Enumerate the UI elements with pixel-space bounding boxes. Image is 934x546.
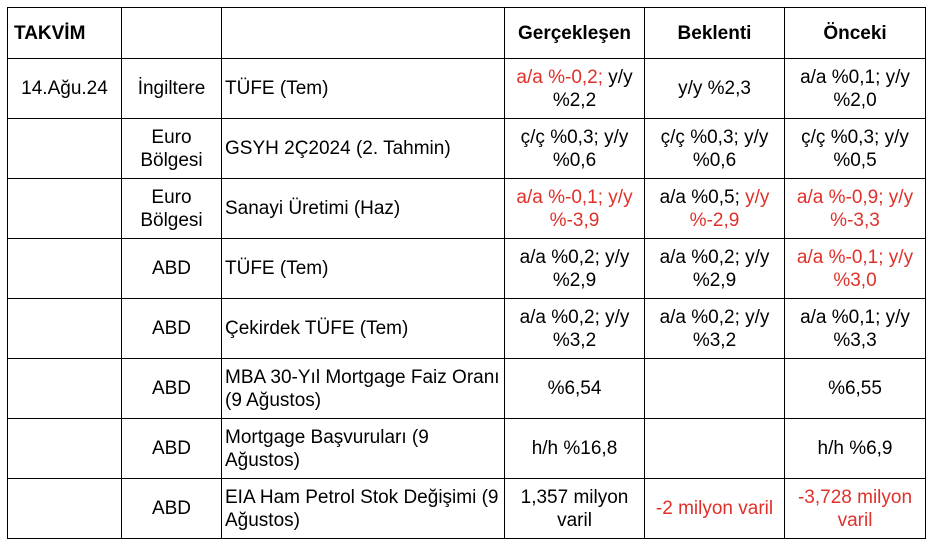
table-row: [8, 239, 926, 299]
actual-cell: [505, 359, 645, 419]
indicator-cell: TÜFE (Tem): [222, 59, 505, 119]
indicator-cell: EIA Ham Petrol Stok Değişimi (9 Ağustos): [222, 479, 505, 539]
date-cell: [8, 299, 122, 359]
actual-cell: [505, 239, 645, 299]
expected-cell-value: a/a %0,5;: [659, 186, 746, 208]
expected-cell-value: a/a %0,2; y/y %2,9: [659, 246, 770, 291]
date-cell: [8, 419, 122, 479]
country-cell: ABD: [122, 299, 222, 359]
table-row: [8, 479, 926, 539]
indicator-cell: Çekirdek TÜFE (Tem): [222, 299, 505, 359]
expected-cell: [645, 119, 785, 179]
expected-cell-value: y/y %-2,9: [689, 186, 770, 231]
previous-cell: [785, 239, 926, 299]
expected-cell: [645, 479, 785, 539]
previous-cell-value: a/a %0,1; y/y %3,3: [800, 306, 910, 351]
actual-cell-value: a/a %-0,2;: [516, 66, 604, 88]
indicator-cell: GSYH 2Ç2024 (2. Tahmin): [222, 119, 505, 179]
header-expected: Beklenti: [645, 8, 785, 59]
actual-cell: [505, 299, 645, 359]
previous-cell-value: h/h %6,9: [817, 438, 893, 459]
expected-cell-value: a/a %0,2; y/y %3,2: [659, 306, 770, 351]
country-cell: Euro Bölgesi: [122, 179, 222, 239]
actual-cell: [505, 59, 645, 119]
expected-cell-value: -2 milyon varil: [655, 498, 774, 519]
previous-cell-value: a/a %-0,9; y/y %-3,3: [796, 186, 914, 231]
actual-cell-value: %6,54: [547, 378, 602, 399]
country-cell: ABD: [122, 359, 222, 419]
previous-cell: [785, 479, 926, 539]
table-row: [8, 299, 926, 359]
country-cell: ABD: [122, 419, 222, 479]
actual-cell: [505, 419, 645, 479]
expected-cell-value: y/y %2,3: [678, 78, 751, 99]
date-cell: [8, 479, 122, 539]
header-actual: Gerçekleşen: [505, 8, 645, 59]
previous-cell: [785, 359, 926, 419]
actual-cell-value: h/h %16,8: [531, 438, 618, 459]
economic-calendar-table: [7, 7, 926, 539]
expected-cell: [645, 179, 785, 239]
header-indicator: [222, 8, 505, 59]
country-cell: İngiltere: [122, 59, 222, 119]
expected-cell: [645, 239, 785, 299]
header-previous: Önceki: [785, 8, 926, 59]
expected-cell: [645, 299, 785, 359]
previous-cell-value: a/a %-0,1; y/y %3,0: [796, 246, 914, 291]
table-row: [8, 179, 926, 239]
indicator-cell: Sanayi Üretimi (Haz): [222, 179, 505, 239]
table-row: [8, 419, 926, 479]
actual-cell-value: ç/ç %0,3; y/y %0,6: [520, 126, 629, 171]
previous-cell: [785, 299, 926, 359]
country-cell: ABD: [122, 479, 222, 539]
previous-cell-value: %6,55: [828, 378, 882, 399]
table-row: [8, 59, 926, 119]
table-row: [8, 359, 926, 419]
date-cell: [8, 359, 122, 419]
indicator-cell: MBA 30-Yıl Mortgage Faiz Oranı (9 Ağustos): [222, 359, 505, 419]
indicator-cell: TÜFE (Tem): [222, 239, 505, 299]
previous-cell-value: ç/ç %0,3; y/y %0,5: [801, 126, 909, 171]
expected-cell-value: ç/ç %0,3; y/y %0,6: [660, 126, 769, 171]
expected-cell: [645, 59, 785, 119]
date-cell: [8, 239, 122, 299]
date-cell: [8, 179, 122, 239]
actual-cell-value: a/a %0,2; y/y %3,2: [519, 306, 630, 351]
date-cell: 14.Ağu.24: [8, 59, 122, 119]
actual-cell-value: a/a %-0,1; y/y %-3,9: [516, 186, 633, 231]
header-row: [8, 8, 926, 59]
previous-cell: [785, 59, 926, 119]
actual-cell: [505, 179, 645, 239]
actual-cell-value: y/y %2,2: [552, 66, 633, 111]
date-cell: [8, 119, 122, 179]
previous-cell-value: a/a %0,1; y/y %2,0: [800, 66, 910, 111]
indicator-cell: Mortgage Başvuruları (9 Ağustos): [222, 419, 505, 479]
country-cell: ABD: [122, 239, 222, 299]
previous-cell-value: -3,728 milyon varil: [797, 486, 913, 531]
previous-cell: [785, 179, 926, 239]
expected-cell: [645, 359, 785, 419]
previous-cell: [785, 419, 926, 479]
country-cell: Euro Bölgesi: [122, 119, 222, 179]
expected-cell: [645, 419, 785, 479]
actual-cell-value: a/a %0,2; y/y %2,9: [519, 246, 630, 291]
actual-cell: [505, 119, 645, 179]
header-takvim: TAKVİM: [8, 8, 122, 59]
previous-cell: [785, 119, 926, 179]
table-row: [8, 119, 926, 179]
header-country: [122, 8, 222, 59]
actual-cell-value: 1,357 milyon varil: [520, 486, 629, 531]
actual-cell: [505, 479, 645, 539]
